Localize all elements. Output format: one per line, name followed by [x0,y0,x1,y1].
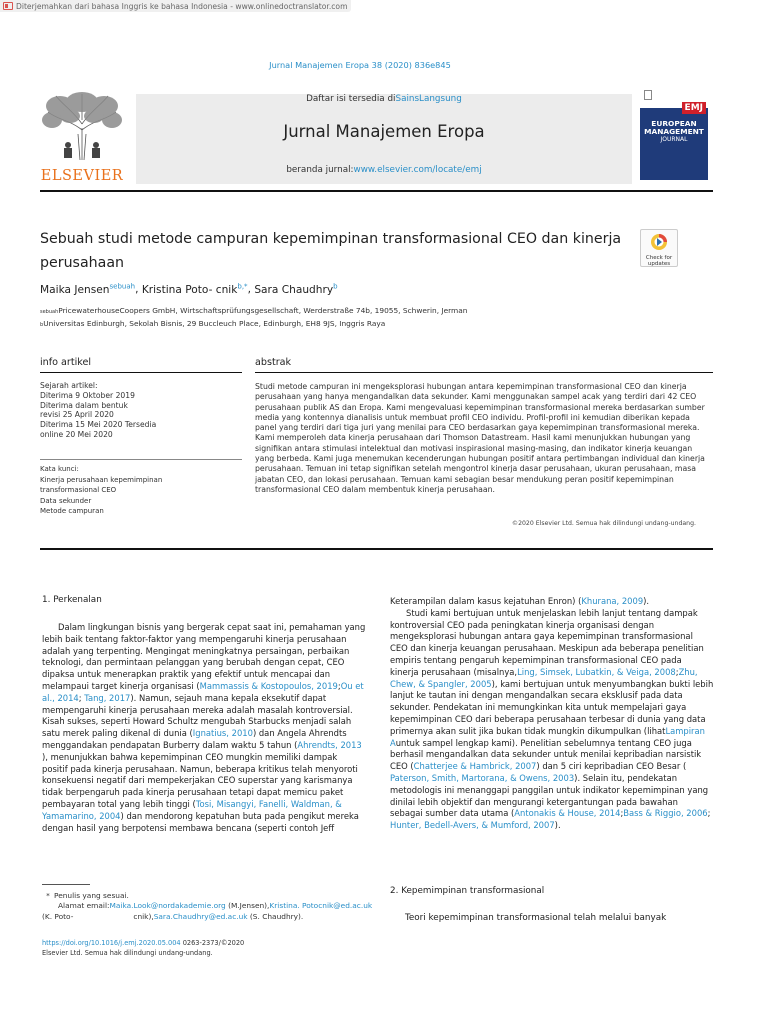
text-line [42,705,372,717]
text-segment: primernya akan sulit jika bukan tidak mungkin dikumpulkan (lihat [390,725,666,736]
email-line-2: (K. Poto- cnik),Sara.Chaudhry@ed.ac.uk (S. Chaudhry). [42,911,304,921]
text-segment: ) dan mendorong kepatuhan buta pada pengikut mereka [120,810,359,821]
text-segment: dipaksa untuk menerapkan praktik yang efektif untuk mencapai dan [42,669,331,680]
text-line [42,811,372,823]
citation-link[interactable]: Zhu, [678,666,698,677]
text-line [42,693,372,705]
journal-homepage-link[interactable]: www.elsevier.com/locate/emj [353,165,482,175]
citation-link[interactable]: Chatterjee & Hambrick, 2007 [413,761,537,772]
keyword-item: Data sekunder [40,496,92,505]
footnote [42,891,382,922]
citation-link[interactable]: Yamamarino, 2004 [42,810,121,821]
citation-link[interactable]: Bass & Riggio, 2006 [623,808,708,819]
text-line [42,669,372,681]
text-line [390,808,720,820]
abstract-text: Studi metode campuran ini mengeksplorasi hubungan antara kepemimpinan transformasional CEO dan kinerja perusahaan yang hanya mengandalkan data sekunder. Kami menggunakan sampel acak yang terdiri dari 42 CEO perusahaan publik AS dan Eropa. Kami mengevaluasi kepemimpinan transformasional mereka berdasarkan sumber media yang kontennya dianalisis untuk membuat profil CEO individu. Profil-profil ini kemudian diberikan kepada panel yang terdiri dari tiga juri yang menilai para CEO berdasarkan gaya kepemimpinan transformasional mereka. Kami memperoleh data kinerja perusahaan dari Thomson Datastream. Hasil kami menunjukkan hubungan yang signifikan antara stimulasi intelektual dan motivasi inspirasional masing-masing, dan indikator kinerja keuangan yang berbeda. Kami juga menemukan kecenderungan hubungan positif antara pertimbangan individual dan kinerja perusahaan. Temuan ini tetap signifikan setelah mengontrol kinerja dasar perusahaan, ukuran perusahaan, masa jabatan CEO, dan lokasi perusahaan. Temuan kami sebagian besar mendukung peran positif kepemimpinan transformasional CEO dalam membentuk kinerja perusahaan. [255,382,705,494]
text-line [390,643,720,655]
text-line [390,631,720,643]
citation-link[interactable]: Mammassis & Kostopoulos, 2019 [199,680,338,691]
keywords-rule [40,459,242,460]
footnote-rule [42,884,90,885]
abstract-bottom-rule [40,548,713,550]
citation-link[interactable]: Hunter, Bedell-Avers, & Mumford, 2007 [390,820,555,831]
text-segment: Dalam lingkungan bisnis yang bergerak cepat saat ini, pemahaman yang [58,622,366,632]
text-segment: tidak berpengaruh pada kinerja perusahaan tetapi dapat memicu paket [42,787,344,798]
sciencedirect-link[interactable]: SainsLangsung [395,94,462,104]
contents-line: Daftar isi tersedia diSainsLangsung [306,94,462,104]
text-line [42,634,372,646]
text-segment: lebih baik tentang faktor-faktor yang mempengaruhi kinerja perusahaan [42,633,347,644]
text-segment: ; [78,692,85,703]
text-line [42,681,372,693]
text-line [390,679,720,691]
header-rule [40,190,713,192]
author-2[interactable]: Kristina Poto- cnik$^{b,*}$ [141,282,248,296]
citation-link[interactable]: Lampiran [665,725,705,736]
text-segment: ; [337,680,341,691]
check-updates-label-1: Check for [645,255,673,261]
affiliations [40,305,467,331]
text-segment: satu merek paling dikenal di dunia ( [42,728,193,739]
text-line [42,799,372,811]
text-segment: Keterampilan dalam kasus kejatuhan Enron) ( [390,596,582,606]
text-line [42,740,372,752]
author-3[interactable]: Sara Chaudhry$^b$ [254,282,338,296]
text-line [390,785,720,797]
text-segment: kinerja perusahaan (misalnya, [390,666,518,677]
text-segment: ). [643,596,650,606]
text-line [390,773,720,785]
translation-notice: Diterjemahkan dari bahasa Inggris ke bahasa Indonesia - www.onlinedoctranslator.com [16,1,348,11]
section-2-heading: 2. Kepemimpinan transformasional [390,886,545,896]
author-list: Maika Jensen$^{sebuah}$, Kristina Poto- cnik$^{b,*}$, Sara Chaudhry$^b$ [40,282,338,296]
text-segment: kepemimpinan CEO dari beberapa perusahaan terbesar di dunia yang data [390,713,706,724]
check-updates-icon [650,233,668,251]
homepage-line: beranda jurnal:www.elsevier.com/locate/emj [286,165,482,175]
journal-reference[interactable]: Jurnal Manajemen Eropa 38 (2020) 836e845 [269,60,451,70]
journal-header-box [136,94,632,184]
text-segment: untuk sampel lengkap kami). Penelitian sebelumnya tentang CEO juga [395,737,692,748]
text-segment: adalah yang terpenting. Mengingat meningkatnya persaingan, perbaikan [42,645,350,656]
keywords-label: Kata kunci: [40,465,79,473]
text-segment: mempengaruhi kinerja perusahaan mereka adalah masalah kontroversial. [42,704,353,715]
text-segment: ), menunjukkan bahwa kepemimpinan CEO mungkin memiliki dampak [42,751,338,762]
text-line [390,820,720,832]
cover-line-2: MANAGEMENT [644,127,704,136]
section-1-heading: 1. Perkenalan [42,595,102,605]
citation-link[interactable]: Paterson, Smith, Martorana, & Owens, 2003 [390,772,575,783]
keywords [40,464,162,517]
keyword-item: Metode campuran [40,507,104,515]
text-segment: ). [554,820,561,831]
citation-link[interactable]: Tang, 2017 [84,692,131,703]
affiliation-1: sebuahPricewaterhouseCoopers GmbH, Wirtschaftsprüfungsgesellschaft, Werderstraße 74b, 19055, Schwerin, Jerman [40,306,468,315]
cover-small-icon [644,90,652,100]
text-segment: ). Selain itu, pendekatan [574,772,678,783]
text-segment: CEO ( [390,761,414,772]
translation-banner[interactable] [0,0,351,12]
corresponding-note: * Penulis yang sesuai. [46,891,129,900]
text-line [390,714,720,726]
text-line [42,622,372,634]
history-item: revisi 25 April 2020 [40,410,114,420]
abstract-rule [255,372,713,373]
article-info-rule [40,372,242,373]
text-segment: dengan hasil yang berpotensi membawa bencana (seperti contoh Jeff [42,822,335,833]
email-link-chaudhry[interactable]: Sara.Chaudhry@ed.ac.uk [153,911,248,921]
cover-badge: EMJ [682,102,706,114]
text-segment: ; [675,666,679,677]
text-segment: Kisah sukses, seperti Howard Schultz mengubah Starbucks menjadi salah [42,716,352,727]
elsevier-wordmark: ELSEVIER [40,168,124,184]
history-item: Diterima dalam bentuk [40,400,128,410]
citation-link[interactable]: Ahrendts, 2013 [297,739,362,750]
text-segment: menggandakan pendapatan Burberry dalam waktu 5 tahun ( [42,739,298,750]
right-column-lines [390,596,720,832]
history-label: Sejarah artikel: [40,381,98,390]
text-segment: teknologi, dan permintaan pelanggan yang berubah dengan cepat, CEO [42,657,345,668]
text-segment: melampaui target kinerja organisasi ( [42,680,200,691]
text-segment: CEO dan kinerja keuangan perusahaan. Meskipun ada beberapa penelitian [390,643,704,654]
text-segment: pembayaran total yang lebih tinggi ( [42,798,196,809]
right-column-body [390,596,720,832]
keyword-item: transformasional CEO [40,486,117,494]
text-segment: ; [620,808,624,819]
cover-line-3: JOURNAL [660,136,688,143]
text-segment: ) dan 5 ciri kepribadian CEO Besar ( [536,761,687,772]
translate-icon [3,2,13,10]
text-line [42,716,372,728]
text-line [390,690,720,702]
text-line [390,667,720,679]
text-line [390,620,720,632]
text-line [42,764,372,776]
text-line [390,738,720,750]
article-title: Sebuah studi metode campuran kepemimpinan transformasional CEO dan kinerja perusahaan [40,231,622,271]
citation-link[interactable]: Tosi, Misangyi, Fanelli, Waldman, & [195,798,342,809]
keyword-item: Kinerja perusahaan kepemimpinan [40,475,163,484]
elsevier-tree-icon [40,90,124,162]
citation-link[interactable]: al., 2014 [42,692,79,703]
section-2-first-line: Teori kepemimpinan transformasional telah melalui banyak [405,913,667,923]
text-line [390,596,720,608]
text-segment: sekunder. Pendekatan ini memungkinkan kita untuk mempelajari gaya [390,702,687,713]
journal-title: Jurnal Manajemen Eropa [283,122,485,141]
text-line [390,749,720,761]
text-segment: lanjut ke tautan ini dengan mengandalkan secara eksklusif pada data [390,690,683,701]
abstract-copyright: ©2020 Elsevier Ltd. Semua hak dilindungi undang-undang. [511,520,696,527]
text-segment: empiris tentang pengaruh kepemimpinan transformasional CEO pada [390,654,682,665]
text-line [42,787,372,799]
affiliation-2: bUniversitas Edinburgh, Sekolah Bisnis, 29 Buccleuch Place, Edinburgh, EH8 9JS, Inggris Raya [40,319,386,328]
citation-link[interactable]: A [390,737,396,748]
text-line [390,797,720,809]
history-item: Diterima 9 Oktober 2019 [40,390,135,400]
text-line [390,726,720,738]
journal-cover[interactable] [640,86,708,180]
text-line [42,728,372,740]
history-item: online 20 Mei 2020 [40,429,113,439]
text-line [42,775,372,787]
citation-link[interactable]: Chew, & Spangler, 2005 [390,678,492,689]
text-segment: ), kami bertujuan untuk menyumbangkan bukti lebih [491,678,714,689]
citation-link[interactable]: Ling, Simsek, Lubatkin, & Veiga, 2008 [517,666,676,677]
section-1-body [42,622,372,834]
text-segment: metodologis ini menanggapi panggilan untuk indikator kepemimpinan yang [390,784,709,795]
doi-link[interactable]: https://doi.org/10.1016/j.emj.2020.05.004 [42,939,181,947]
email-line: Alamat email:Maika.Look@nordakademie.org (M.Jensen),Kristina. Potocnik@ed.ac.uk [58,901,373,911]
citation-link[interactable]: Ou et [340,680,364,691]
abstract-heading: abstrak [255,357,292,368]
text-segment: Studi kami bertujuan untuk menjelaskan lebih lanjut tentang dampak [406,607,698,618]
author-1[interactable]: Maika Jensen$^{sebuah}$ [40,282,136,296]
text-line [42,657,372,669]
text-segment: ) dan Angela Ahrendts [252,728,347,739]
text-segment: mengeksplorasi hubungan antara gaya kepemimpinan transformasional [390,631,693,642]
history-item: Diterima 15 Mei 2020 Tersedia [40,420,157,430]
text-line [42,646,372,658]
text-segment: konsekuensi negatif dari mempekerjakan CEO superstar yang karismanya [42,775,353,786]
elsevier-logo[interactable] [40,90,124,182]
check-updates-label-2: updates [647,261,671,267]
doi-block: https://doi.org/10.1016/j.emj.2020.05.004 0263-2373/©2020 Elsevier Ltd. Semua hak dilindungi undang-undang. [42,939,245,957]
email-link-potocnik[interactable]: Kristina. Potocnik@ed.ac.uk [269,901,373,911]
article-info-heading: info artikel [40,357,92,368]
text-segment: ; [707,808,711,819]
check-for-updates[interactable] [640,229,678,267]
text-line [390,608,720,620]
citation-link[interactable]: Ignatius, 2010 [192,728,253,739]
text-segment: dinilai lebih objektif dan mengurangi ketergantungan pada bawahan [390,796,678,807]
text-line [390,702,720,714]
text-segment: sebagai sumber data utama ( [390,808,515,819]
citation-link[interactable]: Khurana, 2009 [581,596,644,606]
text-segment: berhasil mengandalkan data sekunder untuk menilai kepribadian narsistik [390,749,702,760]
text-line [42,823,372,835]
text-segment: ). Namun, sejauh mana kepala eksekutif dapat [130,692,327,703]
citation-link[interactable]: Antonakis & House, 2014 [514,808,621,819]
text-segment: positif pada kinerja perusahaan. Namun, beberapa kritikus telah menyoroti [42,763,358,774]
text-line [390,761,720,773]
article-history [40,381,156,440]
email-link-jensen[interactable]: Maika.Look@nordakademie.org [109,901,226,911]
cover-line-1: EUROPEAN [651,119,697,128]
text-line [390,655,720,667]
left-column-lines [42,622,372,834]
text-line [42,752,372,764]
text-segment: kontroversial CEO pada peningkatan kinerja organisasi dengan [390,619,654,630]
